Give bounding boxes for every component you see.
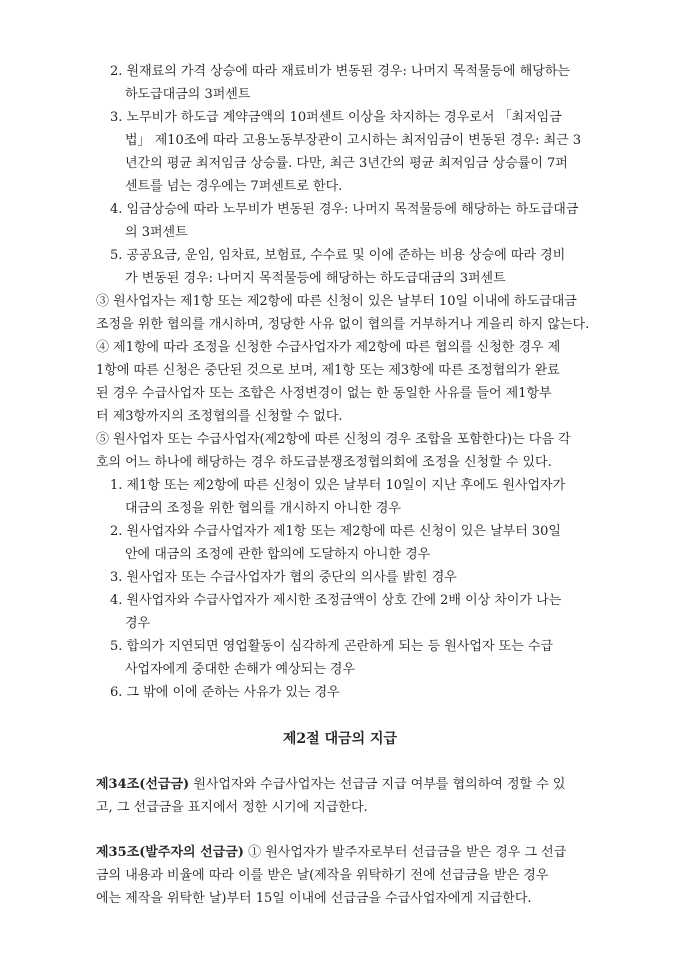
list-item-4-line-1: 4. 임금상승에 따라 노무비가 변동된 경우: 나머지 목적물등에 해당하는 하도급대금 [110,202,579,217]
p5-item-6-line-1: 6. 그 밖에 이에 준하는 사유가 있는 경우 [110,685,340,700]
article-34-line-1 [96,775,565,795]
article-34-text: 원사업자와 수급사업자는 선급금 지급 여부를 협의하여 정할 수 있 [189,777,566,792]
list-item-5-line-1: 5. 공공요금, 운임, 임차료, 보험료, 수수료 및 이에 준하는 비용 상승에 따라 경비 [110,248,566,263]
list-item-5-line-2: 가 변동된 경우: 나머지 목적물등에 해당하는 하도급대금의 3퍼센트 [125,271,506,286]
p5-item-1-line-2: 대금의 조정을 위한 협의를 개시하지 아니한 경우 [125,501,401,516]
p5-item-4-line-2: 경우 [125,616,151,631]
article-34-line-2: 고, 그 선급금을 표지에서 정한 시기에 지급한다. [96,800,368,815]
section-heading: 제2절 대금의 지급 [282,731,398,747]
p5-item-2-line-1: 2. 원사업자와 수급사업자가 제1항 또는 제2항에 따른 신청이 있은 날부터 30일 [110,524,561,539]
article-35-line-3: 에는 제작을 위탁한 날)부터 15일 이내에 선급금을 수급사업자에게 지급한다. [96,891,532,906]
list-item-4-line-2: 의 3퍼센트 [125,225,188,240]
article-35-text: ① 원사업자가 발주자로부터 선급금을 받은 경우 그 선급 [243,845,567,860]
p5-item-5-line-2: 사업자에게 중대한 손해가 예상되는 경우 [125,662,356,677]
paragraph-3-line-2: 조정을 위한 협의를 개시하며, 정당한 사유 없이 협의를 거부하거나 게을리 하지 않는다. [96,317,590,332]
p5-item-1-line-1: 1. 제1항 또는 제2항에 따른 신청이 있은 날부터 10일이 지난 후에도 원사업자가 [110,478,566,493]
p5-item-3-line-1: 3. 원사업자 또는 수급사업자가 협의 중단의 의사를 밝힌 경우 [110,570,457,585]
list-item-2-line-1: 2. 원재료의 가격 상승에 따라 재료비가 변동된 경우: 나머지 목적물등에 해당하는 [110,64,570,79]
list-item-3-line-4: 센트를 넘는 경우에는 7퍼센트로 한다. [125,179,343,194]
list-item-3-line-1: 3. 노무비가 하도급 계약금액의 10퍼센트 이상을 차지하는 경우로서 「최저임금 [110,110,562,125]
p5-item-5-line-1: 5. 합의가 지연되면 영업활동이 심각하게 곤란하게 되는 등 원사업자 또는 수급 [110,639,554,654]
article-34-title: 제34조(선급금) [96,777,190,792]
paragraph-5-line-1: ⑤ 원사업자 또는 수급사업자(제2항에 따른 신청의 경우 조합을 포함한다)는 다음 각 [96,432,571,447]
list-item-3-line-3: 년간의 평균 최저임금 상승률. 다만, 최근 3년간의 평균 최저임금 상승률이 7퍼 [125,156,568,171]
paragraph-5-line-2: 호의 어느 하나에 해당하는 경우 하도급분쟁조정협의회에 조정을 신청할 수 있다. [96,455,552,470]
paragraph-4-line-2: 1항에 따른 신청은 중단된 것으로 보며, 제1항 또는 제3항에 따른 조정협의가 완료 [96,363,560,378]
article-35-title: 제35조(발주자의 선급금) [96,845,244,860]
p5-item-4-line-1: 4. 원사업자와 수급사업자가 제시한 조정금액이 상호 간에 2배 이상 차이가 나는 [110,593,562,608]
article-35-line-1 [96,843,566,863]
paragraph-3-line-1: ③ 원사업자는 제1항 또는 제2항에 따른 신청이 있은 날부터 10일 이내에 하도급대금 [96,294,577,309]
article-35-line-2: 금의 내용과 비율에 따라 이를 받은 날(제작을 위탁하기 전에 선급금을 받은 경우 [96,868,549,883]
list-item-2-line-2: 하도급대금의 3퍼센트 [125,87,251,102]
list-item-3-line-2: 법」 제10조에 따라 고용노동부장관이 고시하는 최저임금이 변동된 경우: 최근 3 [125,133,582,148]
paragraph-4-line-4: 터 제3항까지의 조정협의를 신청할 수 없다. [96,409,343,424]
paragraph-4-line-3: 된 경우 수급사업자 또는 조합은 사정변경이 없는 한 동일한 사유를 들어 제1항부 [96,386,552,401]
p5-item-2-line-2: 안에 대금의 조정에 관한 합의에 도달하지 아니한 경우 [125,547,431,562]
paragraph-4-line-1: ④ 제1항에 따라 조정을 신청한 수급사업자가 제2항에 따른 협의를 신청한 경우 제 [96,340,561,355]
